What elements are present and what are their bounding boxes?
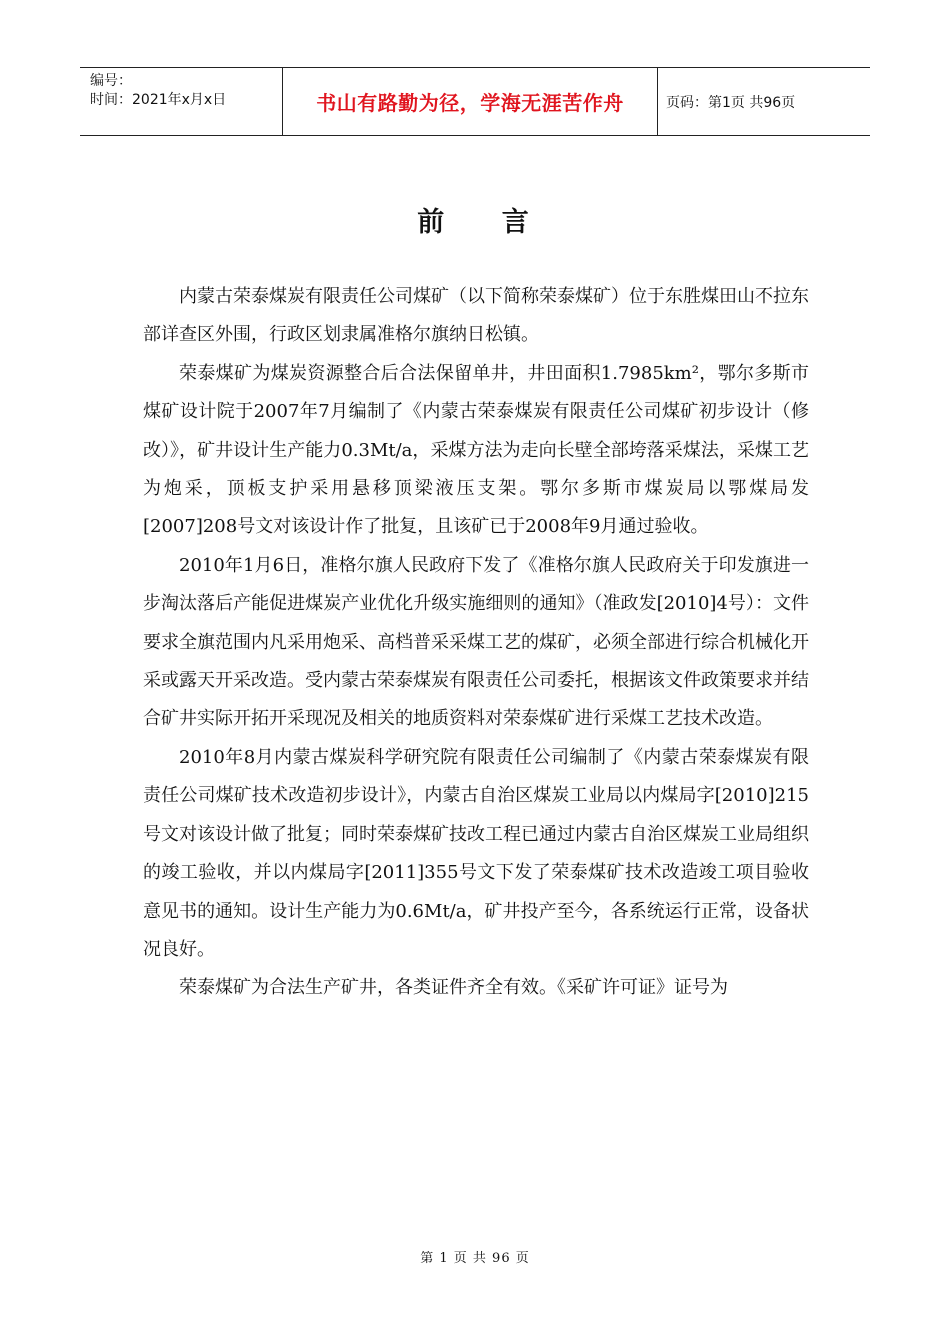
paragraph: 内蒙古荣泰煤炭有限责任公司煤矿（以下简称荣泰煤矿）位于东胜煤田山不拉东部详查区外围，行政区划隶属准格尔旗纳日松镇。: [143, 286, 809, 346]
page-footer: 第 1 页 共 96 页: [420, 1251, 530, 1266]
page-header: [80, 67, 870, 136]
document-number-label: 编号：: [90, 73, 132, 89]
paragraph: 2010年8月内蒙古煤炭科学研究院有限责任公司编制了《内蒙古荣泰煤炭有限责任公司煤矿技术改造初步设计》，内蒙古自治区煤炭工业局以内煤局字[2010]215号文对该设计做了批复；同时荣泰煤矿技改工程已通过内蒙古自治区煤炭工业局组织的竣工验收，并以内煤局字[2011]355号文下发了荣泰煤矿技术改造竣工项目验收意见书的通知。设计生产能力为0.6Mt/a，矿井投产至今，各系统运行正常，设备状况良好。: [143, 746, 809, 960]
paragraph: 荣泰煤矿为煤炭资源整合后合法保留单井，井田面积1.7985km²，鄂尔多斯市煤矿设计院于2007年7月编制了《内蒙古荣泰煤炭有限责任公司煤矿初步设计（修改）》，矿井设计生产能力0.3Mt/a，采煤方法为走向长壁全部垮落采煤法，采煤工艺为炮采，顶板支护采用悬移顶梁液压支架。鄂尔多斯市煤炭局以鄂煤局发[2007]208号文对该设计作了批复，且该矿已于2008年9月通过验收。: [143, 362, 809, 538]
header-meta: [80, 68, 282, 135]
paragraph: 2010年1月6日，准格尔旗人民政府下发了《准格尔旗人民政府关于印发旗进一步淘汰落后产能促进煤炭产业优化升级实施细则的通知》（准政发[2010]4号）：文件要求全旗范围内凡采用炮采、高档普采采煤工艺的煤矿，必须全部进行综合机械化开采或露天开采改造。受内蒙古荣泰煤炭有限责任公司委托，根据该文件政策要求并结合矿井实际开拓开采现况及相关的地质资料对荣泰煤矿进行采煤工艺技术改造。: [143, 554, 809, 730]
paragraph: 荣泰煤矿为合法生产矿井，各类证件齐全有效。《采矿许可证》证号为: [179, 977, 728, 999]
header-motto: 书山有路勤为径，学海无涯苦作舟: [282, 68, 658, 135]
header-page-info: 页码：第1页 共96页: [666, 94, 796, 111]
document-body: [143, 278, 809, 1008]
document-title: 前 言: [417, 207, 553, 238]
document-date-label: 时间：2021年x月x日: [90, 92, 227, 108]
